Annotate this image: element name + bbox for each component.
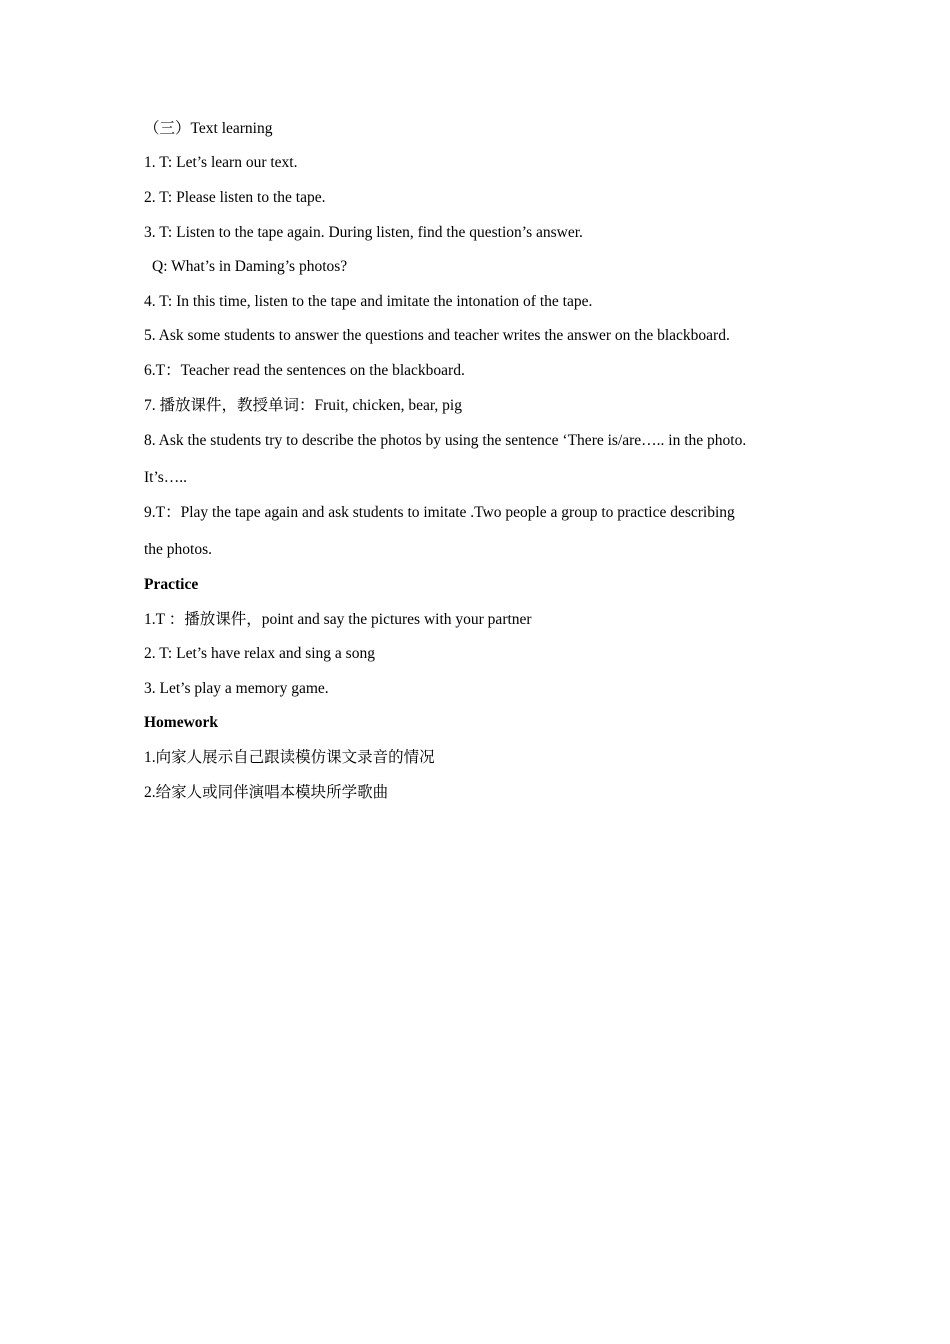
step-5: 5. Ask some students to answer the questions and teacher writes the answer on the blackboard.	[144, 327, 730, 344]
practice-heading: Practice	[144, 576, 199, 593]
step-3: 3. T: Listen to the tape again. During listen, find the question’s answer.	[144, 224, 583, 241]
step-2: 2. T: Please listen to the tape.	[144, 189, 326, 206]
step-8: 8. Ask the students try to describe the photos by using the sentence ‘There is/are….. in the photo.	[144, 432, 747, 449]
step-9-continuation: the photos.	[144, 541, 213, 558]
section-heading: （三）Text learning	[144, 120, 273, 137]
step-8-continuation: It’s…..	[144, 469, 188, 486]
homework-item-2: 2.给家人或同伴演唱本模块所学歌曲	[144, 784, 389, 801]
practice-item-2: 2. T: Let’s have relax and sing a song	[144, 645, 375, 662]
homework-heading: Homework	[144, 714, 219, 731]
practice-item-1: 1.T ：播放课件，point and say the pictures with your partner	[144, 611, 532, 628]
step-4: 4. T: In this time, listen to the tape and imitate the intonation of the tape.	[144, 293, 593, 310]
step-9: 9.T：Play the tape again and ask students to imitate .Two people a group to practice describing	[144, 504, 735, 521]
step-6: 6.T：Teacher read the sentences on the blackboard.	[144, 362, 465, 379]
step-3-question: Q: What’s in Daming’s photos?	[152, 258, 348, 275]
step-7: 7. 播放课件，教授单词：Fruit, chicken, bear, pig	[144, 397, 462, 414]
step-1: 1. T: Let’s learn our text.	[144, 154, 298, 171]
homework-item-1: 1.向家人展示自己跟读模仿课文录音的情况	[144, 749, 435, 766]
practice-item-3: 3. Let’s play a memory game.	[144, 680, 329, 697]
